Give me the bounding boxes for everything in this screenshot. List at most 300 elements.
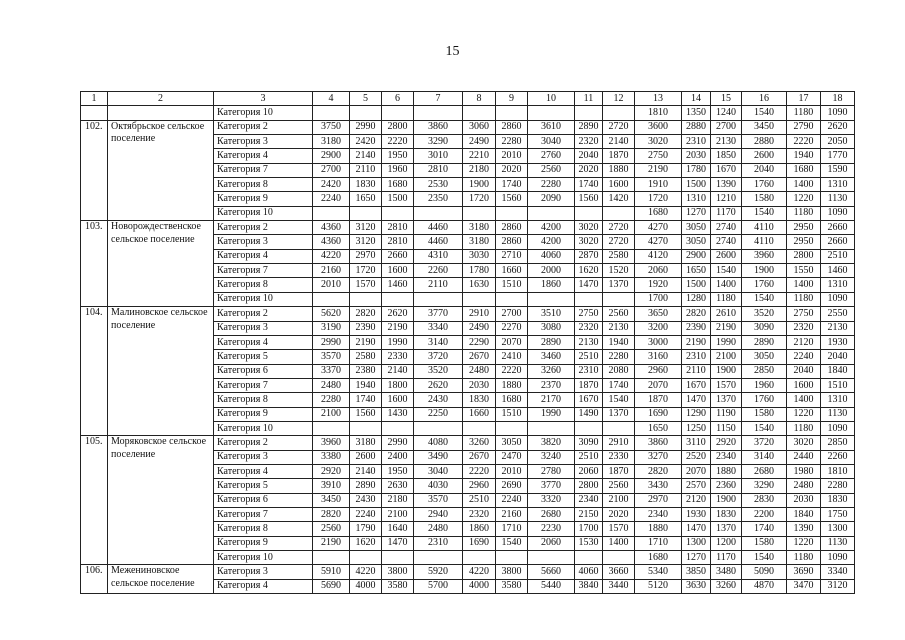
value-cell: 2010	[496, 464, 528, 478]
value-cell: 1690	[463, 536, 496, 550]
value-cell: 1670	[711, 163, 742, 177]
category-cell: Категория 8	[214, 178, 313, 192]
value-cell: 2320	[463, 507, 496, 521]
value-cell: 2870	[575, 249, 603, 263]
value-cell: 1660	[463, 407, 496, 421]
value-cell: 2750	[635, 149, 682, 163]
value-cell: 1830	[350, 178, 382, 192]
value-cell: 1870	[635, 393, 682, 407]
value-cell: 1930	[821, 335, 855, 349]
value-cell: 2400	[382, 450, 414, 464]
value-cell: 2190	[350, 335, 382, 349]
value-cell	[350, 292, 382, 306]
value-cell: 2230	[528, 522, 575, 536]
value-cell: 2010	[496, 149, 528, 163]
value-cell: 2110	[414, 278, 463, 292]
value-cell: 1720	[350, 264, 382, 278]
settlement-name: Новорождественское сельское поселение	[108, 221, 214, 307]
value-cell: 2850	[821, 436, 855, 450]
category-cell: Категория 5	[214, 479, 313, 493]
value-cell: 1740	[603, 378, 635, 392]
value-cell: 2070	[682, 464, 711, 478]
value-cell: 1560	[350, 407, 382, 421]
value-cell: 2310	[414, 536, 463, 550]
value-cell: 1400	[787, 393, 821, 407]
value-cell: 3370	[313, 364, 350, 378]
value-cell: 1830	[711, 507, 742, 521]
value-cell	[414, 206, 463, 220]
value-cell: 2850	[742, 364, 787, 378]
value-cell	[350, 206, 382, 220]
value-cell: 3770	[528, 479, 575, 493]
value-cell: 2990	[350, 120, 382, 134]
value-cell	[603, 551, 635, 565]
value-cell: 3060	[463, 120, 496, 134]
value-cell: 1960	[742, 378, 787, 392]
value-cell: 2220	[787, 135, 821, 149]
value-cell: 1090	[821, 421, 855, 435]
value-cell: 2620	[414, 378, 463, 392]
value-cell: 3510	[528, 307, 575, 321]
value-cell: 1940	[603, 335, 635, 349]
value-cell: 1760	[742, 278, 787, 292]
value-cell: 2390	[682, 321, 711, 335]
category-cell: Категория 9	[214, 192, 313, 206]
table-row	[81, 436, 855, 450]
value-cell: 5440	[528, 579, 575, 593]
column-number-6: 6	[382, 92, 414, 106]
value-cell: 2390	[350, 321, 382, 335]
category-cell: Категория 9	[214, 407, 313, 421]
value-cell: 2760	[528, 149, 575, 163]
value-cell: 2040	[787, 364, 821, 378]
column-number-1: 1	[81, 92, 108, 106]
value-cell: 1540	[742, 421, 787, 435]
value-cell: 2480	[414, 522, 463, 536]
value-cell: 1900	[711, 493, 742, 507]
value-cell: 2180	[463, 163, 496, 177]
category-cell: Категория 9	[214, 536, 313, 550]
category-cell: Категория 8	[214, 522, 313, 536]
value-cell: 2060	[635, 264, 682, 278]
value-cell: 1190	[711, 407, 742, 421]
value-cell: 1600	[382, 393, 414, 407]
value-cell: 1510	[496, 278, 528, 292]
value-cell: 1310	[821, 178, 855, 192]
category-cell: Категория 8	[214, 393, 313, 407]
value-cell: 1540	[496, 536, 528, 550]
value-cell: 1700	[575, 522, 603, 536]
value-cell: 2130	[711, 135, 742, 149]
value-cell: 2310	[682, 135, 711, 149]
value-cell: 2490	[463, 135, 496, 149]
value-cell: 1920	[635, 278, 682, 292]
column-number-12: 12	[603, 92, 635, 106]
value-cell	[496, 106, 528, 120]
value-cell: 3030	[463, 249, 496, 263]
value-cell: 2720	[603, 120, 635, 134]
value-cell: 2690	[496, 479, 528, 493]
value-cell: 2950	[787, 235, 821, 249]
value-cell: 1630	[463, 278, 496, 292]
value-cell: 1640	[382, 522, 414, 536]
category-cell: Категория 2	[214, 436, 313, 450]
value-cell: 4270	[635, 235, 682, 249]
value-cell	[382, 551, 414, 565]
value-cell: 3290	[742, 479, 787, 493]
value-cell	[463, 206, 496, 220]
value-cell: 2090	[528, 192, 575, 206]
value-cell: 2720	[603, 221, 635, 235]
value-cell: 2480	[463, 364, 496, 378]
value-cell: 1400	[787, 178, 821, 192]
value-cell: 4000	[350, 579, 382, 593]
value-cell: 1910	[635, 178, 682, 192]
category-cell: Категория 3	[214, 565, 313, 579]
value-cell: 2290	[463, 335, 496, 349]
value-cell: 1300	[682, 536, 711, 550]
value-cell: 2620	[821, 120, 855, 134]
value-cell: 1170	[711, 206, 742, 220]
value-cell: 4220	[463, 565, 496, 579]
value-cell	[313, 421, 350, 435]
value-cell: 2260	[821, 450, 855, 464]
value-cell: 1510	[496, 407, 528, 421]
value-cell	[414, 292, 463, 306]
value-cell: 2420	[313, 178, 350, 192]
value-cell: 1220	[787, 192, 821, 206]
value-cell: 1620	[575, 264, 603, 278]
value-cell: 4200	[528, 235, 575, 249]
table-body	[81, 106, 855, 594]
value-cell: 2190	[635, 163, 682, 177]
value-cell: 1580	[742, 536, 787, 550]
value-cell	[575, 421, 603, 435]
value-cell: 3570	[313, 350, 350, 364]
value-cell: 1370	[603, 278, 635, 292]
value-cell: 2750	[787, 307, 821, 321]
value-cell: 3180	[350, 436, 382, 450]
table-row	[81, 120, 855, 134]
page-number: 15	[445, 44, 460, 59]
value-cell: 2130	[603, 321, 635, 335]
value-cell: 2740	[711, 221, 742, 235]
value-cell: 2280	[313, 393, 350, 407]
settlement-name: Моряковское сельское поселение	[108, 436, 214, 565]
category-cell: Категория 3	[214, 135, 313, 149]
category-cell: Категория 3	[214, 235, 313, 249]
category-cell: Категория 2	[214, 120, 313, 134]
value-cell: 2420	[350, 135, 382, 149]
value-cell: 1180	[711, 292, 742, 306]
value-cell: 1800	[382, 378, 414, 392]
value-cell: 1830	[821, 493, 855, 507]
value-cell: 1400	[603, 536, 635, 550]
value-cell: 2890	[528, 335, 575, 349]
value-cell: 2200	[742, 507, 787, 521]
value-cell: 1580	[742, 407, 787, 421]
value-cell: 2080	[603, 364, 635, 378]
value-cell: 3910	[313, 479, 350, 493]
value-cell: 1250	[682, 421, 711, 435]
value-cell: 1670	[575, 393, 603, 407]
value-cell: 5910	[313, 565, 350, 579]
value-cell: 2430	[350, 493, 382, 507]
value-cell: 1990	[382, 335, 414, 349]
value-cell	[350, 551, 382, 565]
value-cell: 1540	[742, 106, 787, 120]
value-cell	[528, 421, 575, 435]
value-cell: 2880	[742, 135, 787, 149]
value-cell: 1600	[603, 178, 635, 192]
column-number-8: 8	[463, 92, 496, 106]
value-cell: 1430	[382, 407, 414, 421]
value-cell	[603, 421, 635, 435]
value-cell: 2040	[575, 149, 603, 163]
value-cell: 1930	[682, 507, 711, 521]
value-cell: 1780	[682, 163, 711, 177]
value-cell: 2810	[382, 235, 414, 249]
value-cell: 2340	[575, 493, 603, 507]
value-cell: 2710	[496, 249, 528, 263]
settlement-number: 105.	[81, 436, 108, 565]
value-cell	[575, 206, 603, 220]
value-cell	[463, 421, 496, 435]
value-cell: 1310	[821, 393, 855, 407]
value-cell: 1470	[382, 536, 414, 550]
value-cell: 2530	[414, 178, 463, 192]
value-cell: 3140	[414, 335, 463, 349]
value-cell: 1990	[711, 335, 742, 349]
value-cell: 2620	[382, 307, 414, 321]
value-cell: 2260	[414, 264, 463, 278]
value-cell	[603, 106, 635, 120]
value-cell: 2820	[682, 307, 711, 321]
value-cell: 3260	[463, 436, 496, 450]
value-cell: 1680	[635, 206, 682, 220]
table-row	[81, 565, 855, 579]
value-cell: 4110	[742, 235, 787, 249]
value-cell: 2020	[575, 163, 603, 177]
settlement-number: 103.	[81, 221, 108, 307]
value-cell: 2670	[463, 450, 496, 464]
value-cell: 3720	[742, 436, 787, 450]
value-cell: 1540	[603, 393, 635, 407]
value-cell: 1130	[821, 407, 855, 421]
value-cell: 2190	[682, 335, 711, 349]
value-cell	[313, 206, 350, 220]
category-cell: Категория 10	[214, 551, 313, 565]
value-cell	[382, 106, 414, 120]
value-cell: 2240	[787, 350, 821, 364]
value-cell: 1940	[787, 149, 821, 163]
value-cell: 4220	[350, 565, 382, 579]
value-cell: 1840	[787, 507, 821, 521]
value-cell: 2190	[711, 321, 742, 335]
value-cell: 3020	[575, 221, 603, 235]
value-cell: 1370	[603, 407, 635, 421]
value-cell: 2070	[635, 378, 682, 392]
value-cell: 4360	[313, 235, 350, 249]
value-cell: 1470	[682, 393, 711, 407]
value-cell: 2140	[350, 149, 382, 163]
value-cell: 3110	[682, 436, 711, 450]
value-cell: 3260	[528, 364, 575, 378]
column-number-16: 16	[742, 92, 787, 106]
value-cell: 1680	[382, 178, 414, 192]
value-cell: 2100	[313, 407, 350, 421]
value-cell: 2470	[496, 450, 528, 464]
value-cell: 2600	[742, 149, 787, 163]
category-cell: Категория 3	[214, 450, 313, 464]
value-cell: 1090	[821, 551, 855, 565]
value-cell: 3690	[787, 565, 821, 579]
value-cell: 3720	[414, 350, 463, 364]
settlement-number: 104.	[81, 307, 108, 436]
value-cell: 1460	[382, 278, 414, 292]
value-cell: 2030	[463, 378, 496, 392]
value-cell: 1200	[711, 536, 742, 550]
value-cell: 2800	[787, 249, 821, 263]
value-cell: 3840	[575, 579, 603, 593]
value-cell: 2920	[313, 464, 350, 478]
column-number-14: 14	[682, 92, 711, 106]
value-cell: 5090	[742, 565, 787, 579]
value-cell: 2560	[528, 163, 575, 177]
value-cell: 2350	[414, 192, 463, 206]
value-cell: 2800	[382, 120, 414, 134]
value-cell: 1600	[787, 378, 821, 392]
value-cell: 1670	[682, 378, 711, 392]
value-cell: 2130	[575, 335, 603, 349]
value-cell: 2680	[742, 464, 787, 478]
value-cell: 3120	[821, 579, 855, 593]
value-cell: 5920	[414, 565, 463, 579]
value-cell: 2330	[603, 450, 635, 464]
value-cell: 2940	[414, 507, 463, 521]
value-cell: 1770	[821, 149, 855, 163]
value-cell: 1390	[711, 178, 742, 192]
value-cell: 2370	[528, 378, 575, 392]
value-cell: 2190	[382, 321, 414, 335]
value-cell: 4200	[528, 221, 575, 235]
value-cell: 3050	[682, 221, 711, 235]
value-cell: 2480	[313, 378, 350, 392]
value-cell: 2480	[787, 479, 821, 493]
table-row	[81, 307, 855, 321]
value-cell: 2700	[313, 163, 350, 177]
value-cell	[528, 206, 575, 220]
value-cell: 3270	[635, 450, 682, 464]
value-cell: 3820	[528, 436, 575, 450]
value-cell: 1540	[711, 264, 742, 278]
value-cell: 3580	[496, 579, 528, 593]
value-cell: 2100	[603, 493, 635, 507]
value-cell: 1560	[575, 192, 603, 206]
value-cell: 1350	[682, 106, 711, 120]
value-cell: 2860	[496, 120, 528, 134]
value-cell: 4270	[635, 221, 682, 235]
value-cell: 5620	[313, 307, 350, 321]
value-cell: 1470	[575, 278, 603, 292]
value-cell: 1680	[787, 163, 821, 177]
value-cell: 3600	[635, 120, 682, 134]
value-cell: 2060	[575, 464, 603, 478]
value-cell: 1570	[603, 522, 635, 536]
category-cell: Категория 4	[214, 335, 313, 349]
value-cell: 1950	[382, 464, 414, 478]
value-cell: 1180	[787, 551, 821, 565]
value-cell: 1720	[635, 192, 682, 206]
value-cell: 1680	[635, 551, 682, 565]
value-cell: 2250	[414, 407, 463, 421]
value-cell: 1840	[821, 364, 855, 378]
value-cell: 2190	[313, 536, 350, 550]
value-cell: 1180	[787, 206, 821, 220]
value-cell	[414, 551, 463, 565]
value-cell: 2630	[382, 479, 414, 493]
value-cell: 1900	[742, 264, 787, 278]
value-cell: 1530	[575, 536, 603, 550]
value-cell: 1210	[711, 192, 742, 206]
column-number-5: 5	[350, 92, 382, 106]
value-cell: 1720	[463, 192, 496, 206]
value-cell: 2960	[463, 479, 496, 493]
value-cell: 2560	[603, 307, 635, 321]
value-cell: 1390	[787, 522, 821, 536]
category-cell: Категория 4	[214, 579, 313, 593]
value-cell: 1600	[382, 264, 414, 278]
value-cell: 2160	[313, 264, 350, 278]
value-cell: 1760	[742, 393, 787, 407]
value-cell: 1370	[711, 393, 742, 407]
value-cell: 2810	[414, 163, 463, 177]
value-cell	[414, 106, 463, 120]
value-cell: 1740	[496, 178, 528, 192]
value-cell: 1750	[821, 507, 855, 521]
value-cell: 1590	[821, 163, 855, 177]
value-cell: 4870	[742, 579, 787, 593]
category-cell: Категория 5	[214, 350, 313, 364]
value-cell	[463, 551, 496, 565]
value-cell: 2110	[682, 364, 711, 378]
value-cell: 2000	[528, 264, 575, 278]
value-cell: 2070	[496, 335, 528, 349]
value-cell: 2130	[821, 321, 855, 335]
value-cell: 1370	[711, 522, 742, 536]
value-cell	[496, 292, 528, 306]
value-cell: 3050	[682, 235, 711, 249]
value-cell: 3190	[313, 321, 350, 335]
value-cell: 1510	[821, 378, 855, 392]
column-number-13: 13	[635, 92, 682, 106]
value-cell: 2820	[313, 507, 350, 521]
value-cell: 2830	[742, 493, 787, 507]
category-cell: Категория 6	[214, 493, 313, 507]
value-cell: 1740	[575, 178, 603, 192]
value-cell: 1960	[382, 163, 414, 177]
value-cell: 3120	[350, 235, 382, 249]
value-cell: 2140	[350, 464, 382, 478]
value-cell: 2140	[603, 135, 635, 149]
value-cell: 1520	[603, 264, 635, 278]
value-cell: 3140	[742, 450, 787, 464]
value-cell: 2660	[821, 221, 855, 235]
value-cell: 1660	[496, 264, 528, 278]
column-number-10: 10	[528, 92, 575, 106]
value-cell: 2160	[496, 507, 528, 521]
value-cell: 2170	[528, 393, 575, 407]
